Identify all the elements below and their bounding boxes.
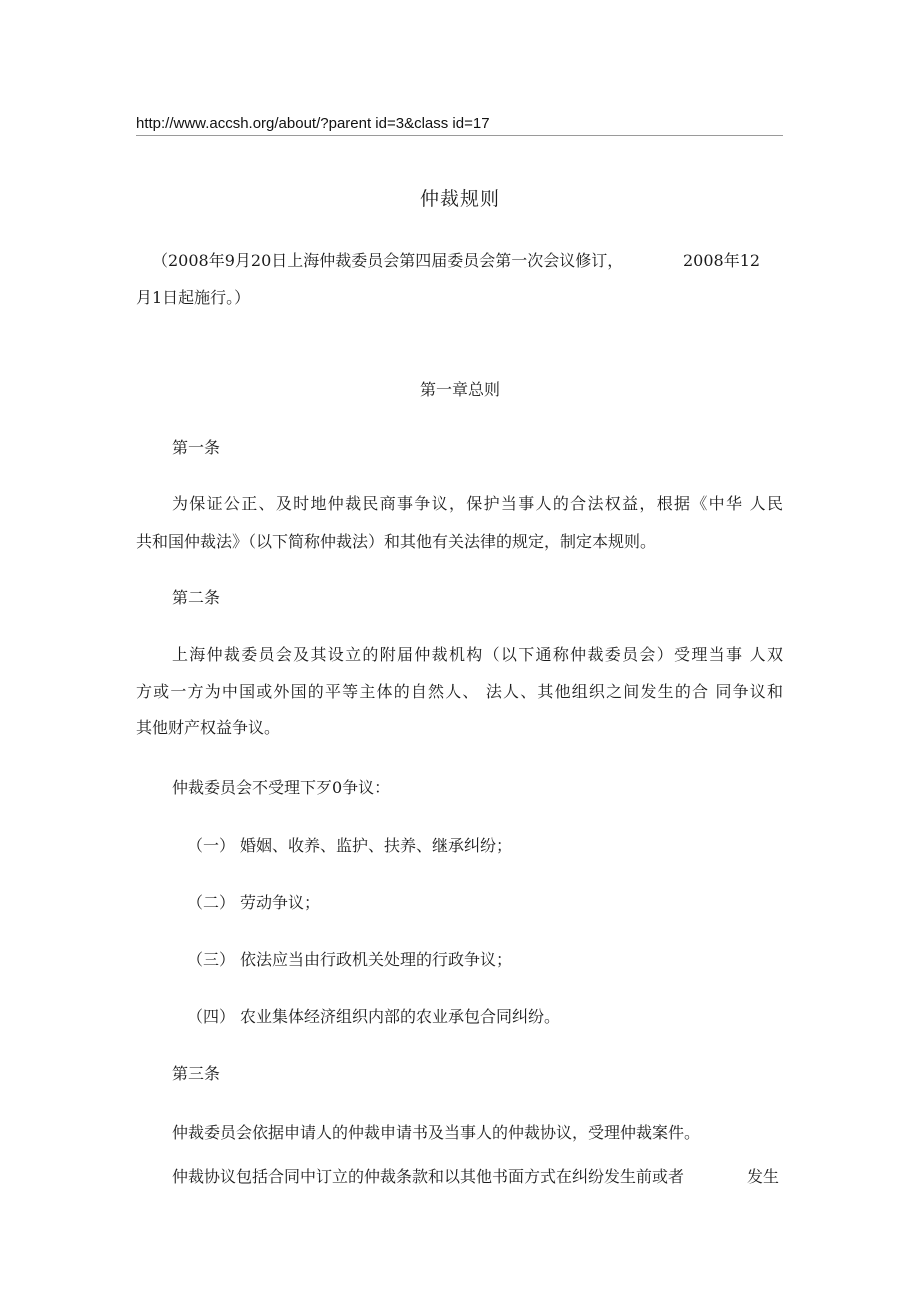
list-item-number: （二） (187, 893, 236, 912)
chapter-heading: 第一章总则 (419, 380, 500, 399)
paragraph-line: 方或一方为中国或外国的平等主体的自然人、 法人、其他组织之间发生的合 同争议和 (136, 682, 783, 701)
paragraph-line: 上海仲裁委员会及其设立的附届仲裁机构（以下通称仲裁委员会）受理当事 人双 (172, 645, 783, 664)
paragraph-line: 仲裁委员会不受理下歹0争议： (172, 778, 391, 797)
list-item-number: （一） (187, 836, 236, 855)
paragraph-line: 仲裁协议包括合同中订立的仲裁条款和以其他书面方式在纠纷发生前或者 (172, 1167, 685, 1186)
paragraph-line: 仲裁委员会依据申请人的仲裁申请书及当事人的仲裁协议，受理仲裁案件。 (172, 1123, 701, 1142)
subtitle-line-1b: 2008年12 (683, 251, 761, 270)
document-title: 仲裁规则 (419, 188, 500, 210)
paragraph-line: 共和国仲裁法》（以下简称仲裁法）和其他有关法律的规定，制定本规则。 (136, 532, 657, 551)
list-item-text: 农业集体经济组织内部的农业承包合同纠纷。 (240, 1007, 561, 1026)
paragraph-line: 为保证公正、及时地仲裁民商事争议，保护当事人的合法权益，根据《中华 人民 (172, 494, 783, 513)
subtitle-line-1a: （2008年9月20日上海仲裁委员会第四届委员会第一次会议修订， (152, 251, 624, 270)
subtitle-line-2: 月1日起施行。） (136, 288, 251, 307)
article-heading: 第一条 (172, 438, 221, 457)
article-heading: 第三条 (172, 1064, 221, 1083)
list-item-text: 劳动争议； (240, 893, 321, 912)
article-heading: 第二条 (172, 588, 221, 607)
source-url: http://www.accsh.org/about/?parent id=3&class id=17 (136, 114, 783, 136)
paragraph-line-end: 发生 (747, 1167, 780, 1186)
list-item-text: 婚姻、收养、监护、扶养、继承纠纷； (240, 836, 513, 855)
list-item-number: （四） (187, 1007, 236, 1026)
list-item-text: 依法应当由行政机关处理的行政争议； (240, 950, 513, 969)
paragraph-line: 其他财产权益争议。 (136, 718, 281, 737)
list-item-number: （三） (187, 950, 236, 969)
